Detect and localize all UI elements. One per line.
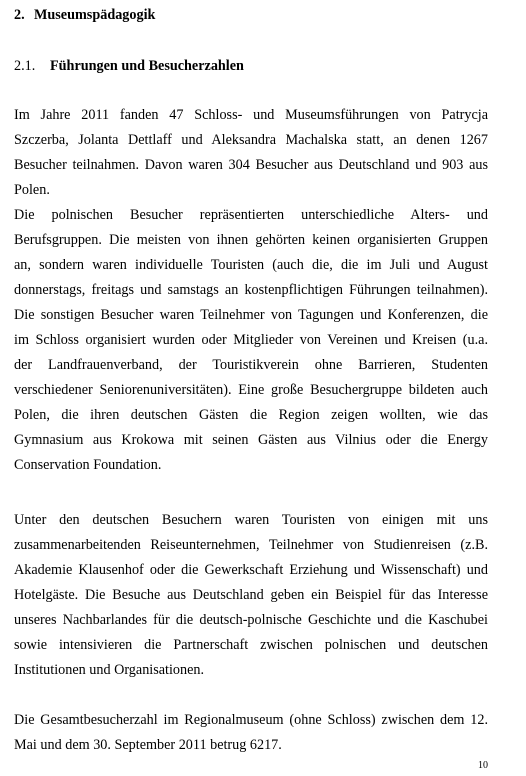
text-line: Die sonstigen Besucher waren Teilnehmer von Tagungen und Konferenzen, die xyxy=(14,307,488,323)
text-line: donnerstags, freitags und samstags an kostenpflichtigen Führungen teilnahmen). xyxy=(14,282,488,298)
text-line: der Landfrauenverband, der Touristikverein ohne Barrieren, Studenten xyxy=(14,357,488,373)
text-line: Im Jahre 2011 fanden 47 Schloss- und Museumsführungen von Patrycja xyxy=(14,107,488,123)
text-line: Besucher teilnahmen. Davon waren 304 Besucher aus Deutschland und 903 aus xyxy=(14,157,488,173)
text-line: unseres Nachbarlandes für die deutsch-polnische Geschichte und die Kaschubei xyxy=(14,612,488,628)
paragraph-german-visitors xyxy=(14,508,488,683)
text-line: Die polnischen Besucher repräsentierten unterschiedliche Alters- und xyxy=(14,207,488,223)
text-line: zusammenarbeitenden Reiseunternehmen, Teilnehmer von Studienreisen (z.B. xyxy=(14,537,488,553)
text-line: an, sondern waren individuelle Touristen (auch die, die im Juli und August xyxy=(14,257,488,273)
paragraph-total-visitors xyxy=(14,708,488,758)
text-line: Polen, die ihren deutschen Gästen die Region zeigen wollten, wie das xyxy=(14,407,488,423)
text-line: Akademie Klausenhof oder die Gewerkschaft Erziehung und Wissenschaft) und xyxy=(14,562,488,578)
section-heading xyxy=(14,6,155,24)
text-line: Mai und dem 30. September 2011 betrug 6217. xyxy=(14,737,282,753)
text-line: verschiedener Seniorenuniversitäten). Eine große Besuchergruppe bildeten auch xyxy=(14,382,488,398)
subsection-heading xyxy=(14,57,244,75)
text-line: Hotelgäste. Die Besuche aus Deutschland geben ein Beispiel für das Interesse xyxy=(14,587,488,603)
paragraph-visitors xyxy=(14,103,488,478)
subsection-number: 2.1. xyxy=(14,58,36,74)
text-line: im Schloss organisiert wurden oder Mitglieder von Vereinen und Kreisen (u.a. xyxy=(14,332,488,348)
text-line: Unter den deutschen Besuchern waren Touristen von einigen mit uns xyxy=(14,512,488,528)
text-line: Polen. xyxy=(14,182,50,198)
subsection-title: Führungen und Besucherzahlen xyxy=(50,58,244,74)
section-title: Museumspädagogik xyxy=(34,7,156,23)
text-line: Institutionen und Organisationen. xyxy=(14,662,205,678)
text-line: Berufsgruppen. Die meisten von ihnen gehörten keinen organisierten Gruppen xyxy=(14,232,488,248)
text-line: Szczerba, Jolanta Dettlaff und Aleksandra Machalska statt, an denen 1267 xyxy=(14,132,488,148)
text-line: Gymnasium aus Krokowa mit seinen Gästen aus Vilnius oder die Energy xyxy=(14,432,488,448)
text-line: Die Gesamtbesucherzahl im Regionalmuseum (ohne Schloss) zwischen dem 12. xyxy=(14,712,488,728)
text-line: sowie intensivieren die Partnerschaft zwischen polnischen und deutschen xyxy=(14,637,488,653)
section-number: 2. xyxy=(14,7,25,23)
page-number: 10 xyxy=(478,760,488,771)
text-line: Conservation Foundation. xyxy=(14,457,162,473)
